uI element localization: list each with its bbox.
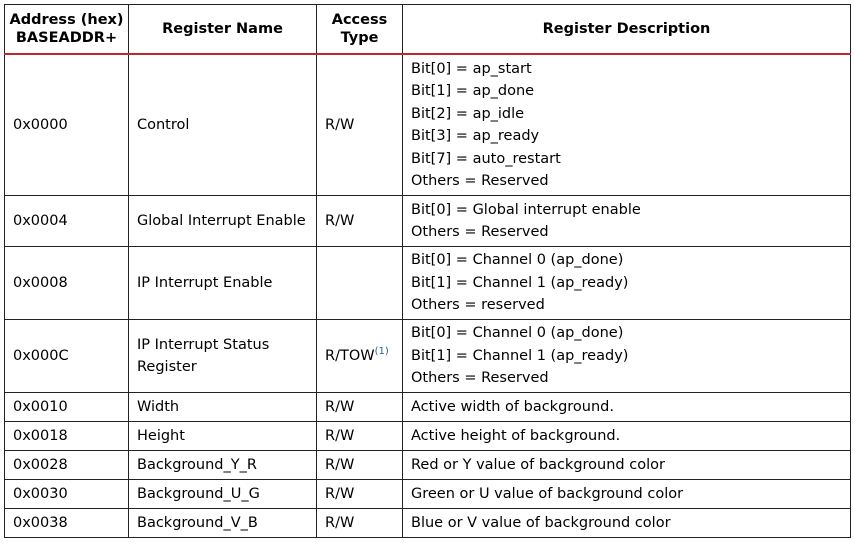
register-name-cell: Control [129,54,317,196]
description-line: Red or Y value of background color [411,456,665,473]
description-line: Bit[0] = Channel 0 (ap_done) [411,325,624,342]
description-line: Green or U value of background color [411,485,684,502]
description-cell [403,480,851,509]
address-header-line2: BASEADDR+ [15,30,118,46]
register-name-cell: Background_V_B [129,509,317,538]
access-type-cell: R/W [317,54,403,196]
access-type-cell [317,247,403,320]
access-type-cell: R/W [317,393,403,422]
access-type-cell: R/W [317,422,403,451]
register-table [4,4,851,538]
table-row [5,480,851,509]
description-column-header: Register Description [403,5,851,55]
description-line: Others = Reserved [411,173,549,189]
address-column-header [5,5,129,55]
address-cell: 0x0038 [5,509,129,538]
description-line: Bit[1] = Channel 1 (ap_ready) [411,274,629,291]
access-header-line1: Access [331,12,388,28]
address-cell: 0x0004 [5,196,129,247]
register-name-cell: IP Interrupt Enable [129,247,317,320]
description-cell [403,451,851,480]
description-line: Bit[0] = ap_start [411,60,532,77]
description-line: Active width of background. [411,398,614,415]
description-line: Bit[1] = Channel 1 (ap_ready) [411,347,629,364]
address-cell: 0x0008 [5,247,129,320]
description-cell [403,393,851,422]
description-cell [403,320,851,393]
description-line: Bit[2] = ap_idle [411,105,525,122]
table-row [5,320,851,393]
table-row [5,393,851,422]
access-type-text: R/TOW [325,347,375,364]
description-line: Bit[3] = ap_ready [411,128,540,144]
table-row [5,422,851,451]
access-type-cell [317,320,403,393]
address-cell: 0x0000 [5,54,129,196]
table-row [5,451,851,480]
description-cell [403,509,851,538]
table-row [5,54,851,196]
address-cell: 0x0030 [5,480,129,509]
description-line: Others = Reserved [411,224,549,240]
address-cell: 0x000C [5,320,129,393]
address-cell: 0x0028 [5,451,129,480]
description-cell [403,422,851,451]
register-name-cell: Height [129,422,317,451]
access-type-cell: R/W [317,196,403,247]
table-header [5,5,851,55]
access-type-cell: R/W [317,509,403,538]
table-body [5,54,851,538]
footnote-link[interactable]: (1) [374,345,389,357]
register-name-line1: IP Interrupt Status [137,336,270,353]
table-row [5,247,851,320]
address-cell: 0x0010 [5,393,129,422]
register-name-cell: Background_U_G [129,480,317,509]
description-line: Active height of background. [411,427,621,444]
access-type-cell: R/W [317,451,403,480]
register-name-cell: Background_Y_R [129,451,317,480]
description-line: Blue or V value of background color [411,514,671,531]
description-cell [403,54,851,196]
description-cell [403,247,851,320]
description-line: Bit[1] = ap_done [411,83,535,99]
register-name-cell [129,320,317,393]
name-column-header: Register Name [129,5,317,55]
access-type-cell: R/W [317,480,403,509]
register-name-cell: Width [129,393,317,422]
address-cell: 0x0018 [5,422,129,451]
description-line: Bit[7] = auto_restart [411,150,561,167]
description-line: Bit[0] = Global interrupt enable [411,201,641,218]
address-header-line1: Address (hex) [9,12,124,28]
description-cell [403,196,851,247]
access-column-header [317,5,403,55]
table-row [5,509,851,538]
table-row [5,196,851,247]
description-line: Others = Reserved [411,370,549,387]
register-name-line2: Register [137,359,197,375]
header-row [5,5,851,55]
description-line: Others = reserved [411,297,545,314]
access-header-line2: Type [340,30,379,46]
description-line: Bit[0] = Channel 0 (ap_done) [411,252,624,269]
register-name-cell: Global Interrupt Enable [129,196,317,247]
